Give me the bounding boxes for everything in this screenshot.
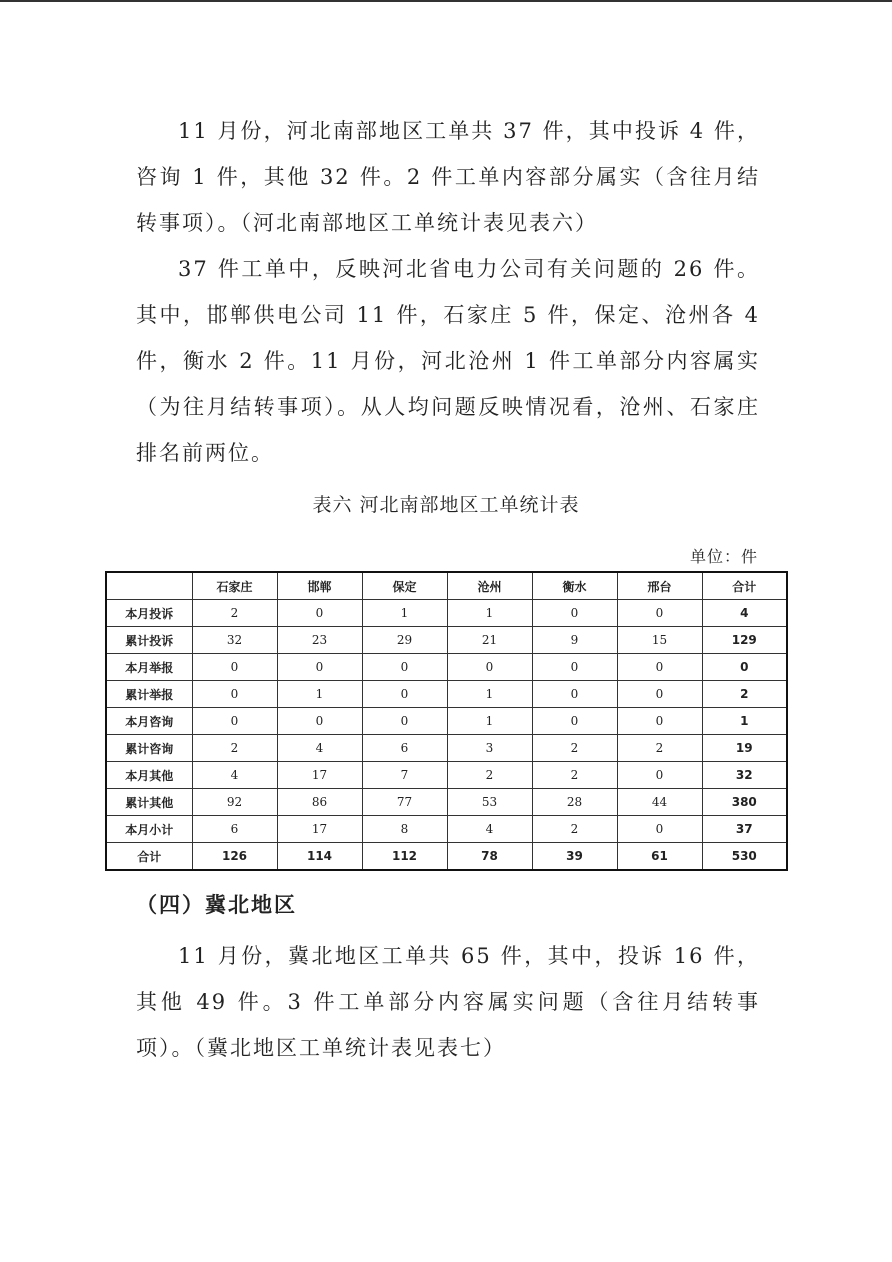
table-row	[106, 843, 787, 871]
table-cell: 0	[362, 708, 447, 735]
row-label: 累计其他	[106, 789, 192, 816]
table-cell: 4	[277, 735, 362, 762]
table-cell: 17	[277, 762, 362, 789]
table-cell: 2	[192, 735, 277, 762]
table-row	[106, 789, 787, 816]
table-cell: 0	[617, 816, 702, 843]
table-cell: 2	[617, 735, 702, 762]
paragraph-hebei-south-summary: 11 月份，河北南部地区工单共 37 件，其中投诉 4 件，咨询 1 件，其他 32 件。2 件工单内容部分属实（含往月结转事项）。（河北南部地区工单统计表见表六）	[136, 119, 760, 235]
table-cell: 92	[192, 789, 277, 816]
table-cell: 0	[362, 654, 447, 681]
table-cell: 1	[277, 681, 362, 708]
table-cell: 0	[277, 708, 362, 735]
table-cell: 0	[532, 600, 617, 627]
table-cell: 0	[617, 762, 702, 789]
table-cell: 0	[447, 654, 532, 681]
section-heading-jibei: （四）冀北地区	[136, 893, 297, 917]
table-row	[106, 654, 787, 681]
table-cell: 0	[532, 681, 617, 708]
column-header: 石家庄	[192, 572, 277, 600]
row-total-cell: 530	[702, 843, 787, 871]
table-cell: 4	[447, 816, 532, 843]
table-cell: 6	[192, 816, 277, 843]
row-label: 本月举报	[106, 654, 192, 681]
table-cell: 9	[532, 627, 617, 654]
paragraph-jibei-summary: 11 月份，冀北地区工单共 65 件，其中，投诉 16 件，其他 49 件。3 件工单部分内容属实问题（含往月结转事项）。（冀北地区工单统计表见表七）	[136, 944, 760, 1060]
table-cell: 2	[532, 762, 617, 789]
table-cell: 0	[617, 600, 702, 627]
column-header: 合计	[702, 572, 787, 600]
row-total-cell: 129	[702, 627, 787, 654]
table-cell: 0	[277, 654, 362, 681]
table-row	[106, 600, 787, 627]
table-cell: 0	[192, 681, 277, 708]
table-cell: 114	[277, 843, 362, 871]
column-header: 沧州	[447, 572, 532, 600]
table-cell: 2	[532, 816, 617, 843]
table-row	[106, 627, 787, 654]
row-label: 累计投诉	[106, 627, 192, 654]
row-label: 本月其他	[106, 762, 192, 789]
row-total-cell: 32	[702, 762, 787, 789]
table-cell: 7	[362, 762, 447, 789]
table-cell: 2	[532, 735, 617, 762]
table-cell: 0	[192, 654, 277, 681]
table-cell: 32	[192, 627, 277, 654]
table-cell: 4	[192, 762, 277, 789]
table-corner-cell	[106, 572, 192, 600]
table-caption: 表六 河北南部地区工单统计表	[312, 494, 580, 516]
row-total-cell: 2	[702, 681, 787, 708]
table-cell: 86	[277, 789, 362, 816]
work-order-statistics-table	[105, 571, 788, 871]
table-cell: 0	[532, 654, 617, 681]
table-cell: 77	[362, 789, 447, 816]
table-cell: 2	[192, 600, 277, 627]
row-total-cell: 0	[702, 654, 787, 681]
table-cell: 23	[277, 627, 362, 654]
table-row	[106, 816, 787, 843]
table-cell: 0	[362, 681, 447, 708]
table-row	[106, 735, 787, 762]
row-label: 累计举报	[106, 681, 192, 708]
row-label: 本月投诉	[106, 600, 192, 627]
table-cell: 28	[532, 789, 617, 816]
table-cell: 53	[447, 789, 532, 816]
table-cell: 0	[617, 654, 702, 681]
paragraph-hebei-south-detail: 37 件工单中，反映河北省电力公司有关问题的 26 件。其中，邯郸供电公司 11 件，石家庄 5 件，保定、沧州各 4 件，衡水 2 件。11 月份，河北沧州 1 件工单部分内容属实（为往月结转事项）。从人均问题反映情况看，沧州、石家庄排名前两位。	[136, 257, 760, 465]
table-cell: 112	[362, 843, 447, 871]
table-cell: 1	[447, 708, 532, 735]
table-cell: 0	[617, 681, 702, 708]
table-body	[106, 600, 787, 871]
table-cell: 15	[617, 627, 702, 654]
table-header-row	[106, 572, 787, 600]
table-cell: 39	[532, 843, 617, 871]
table-row	[106, 762, 787, 789]
top-border-line	[0, 0, 892, 2]
column-header: 衡水	[532, 572, 617, 600]
table-cell: 0	[617, 708, 702, 735]
row-total-cell: 4	[702, 600, 787, 627]
row-label: 合计	[106, 843, 192, 871]
table-cell: 21	[447, 627, 532, 654]
table-row	[106, 708, 787, 735]
column-header: 邯郸	[277, 572, 362, 600]
table-cell: 6	[362, 735, 447, 762]
table-cell: 8	[362, 816, 447, 843]
table-cell: 1	[447, 681, 532, 708]
table-cell: 78	[447, 843, 532, 871]
table-cell: 2	[447, 762, 532, 789]
table-cell: 61	[617, 843, 702, 871]
row-label: 本月小计	[106, 816, 192, 843]
table-unit-label: 单位：件	[689, 547, 758, 566]
row-label: 本月咨询	[106, 708, 192, 735]
table-cell: 17	[277, 816, 362, 843]
row-total-cell: 380	[702, 789, 787, 816]
statistics-table-container	[105, 571, 788, 871]
table-cell: 1	[447, 600, 532, 627]
table-cell: 0	[532, 708, 617, 735]
row-total-cell: 37	[702, 816, 787, 843]
table-row	[106, 681, 787, 708]
table-cell: 3	[447, 735, 532, 762]
row-label: 累计咨询	[106, 735, 192, 762]
row-total-cell: 19	[702, 735, 787, 762]
table-cell: 126	[192, 843, 277, 871]
table-cell: 0	[192, 708, 277, 735]
table-cell: 29	[362, 627, 447, 654]
row-total-cell: 1	[702, 708, 787, 735]
table-cell: 0	[277, 600, 362, 627]
table-cell: 44	[617, 789, 702, 816]
column-header: 保定	[362, 572, 447, 600]
table-cell: 1	[362, 600, 447, 627]
column-header: 邢台	[617, 572, 702, 600]
